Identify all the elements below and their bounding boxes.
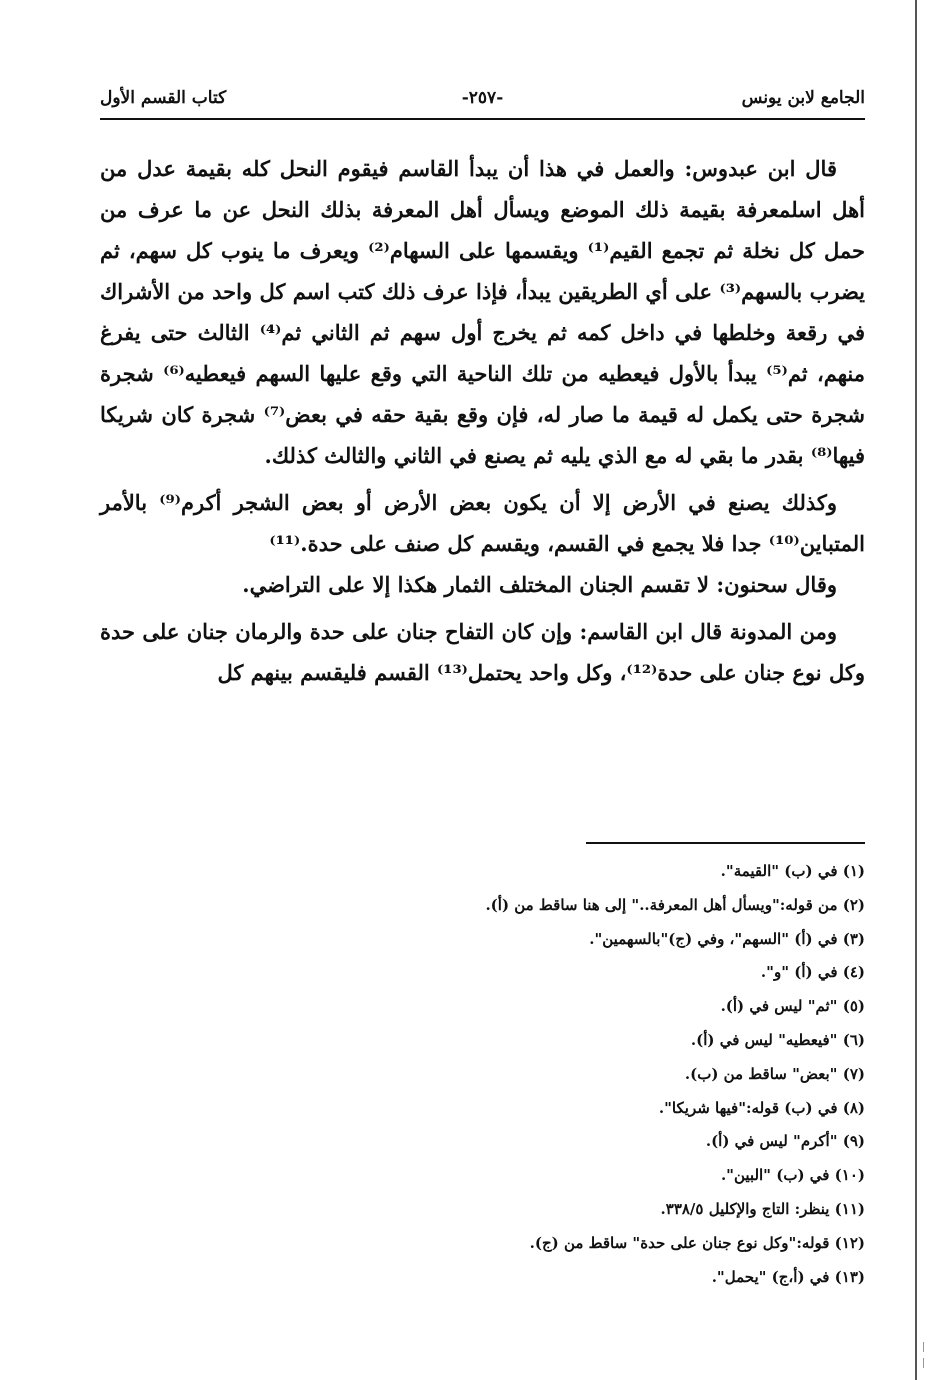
footnote: (٢) من قوله:"ويسأل أهل المعرفة.." إلى هنا ساقط من (أ). — [485, 895, 865, 914]
footnote: (٤) في (أ) "و". — [760, 963, 865, 982]
footnote: (٩) "أكرم" ليس في (أ). — [705, 1132, 865, 1151]
main-text — [100, 148, 865, 693]
page-number: -٢٥٧- — [461, 88, 504, 108]
page-edge-line — [915, 0, 917, 1380]
footnote: (١) في (ب) "القيمة". — [720, 862, 865, 880]
footnote-separator — [586, 842, 865, 844]
page-edge-mark — [923, 1342, 924, 1352]
section-title: كتاب القسم الأول — [100, 88, 227, 108]
paragraph: وكذلك يصنع في الأرض إلا أن يكون بعض الأرض أو بعض الشجر أكرم⁽⁹⁾ بالأمر المتباين⁽¹⁰⁾ جدا فلا يجمع في القسم، ويقسم كل صنف على حدة.⁽¹¹⁾ — [100, 490, 865, 556]
book-title: الجامع لابن يونس — [741, 88, 865, 108]
running-header — [100, 88, 865, 114]
header-rule — [100, 118, 865, 120]
footnote: (١٣) في (أ،ج) "يحمل". — [711, 1267, 865, 1286]
paragraph: ومن المدونة قال ابن القاسم: وإن كان التفاح جنان على حدة والرمان جنان على حدة وكل نوع جنان على حدة⁽¹²⁾، وكل واحد يحتمل⁽¹³⁾ القسم فليقسم بينهم كل — [100, 619, 865, 685]
footnote: (١٢) قوله:"وكل نوع جنان على حدة" ساقط من (ج). — [529, 1233, 865, 1252]
footnote: (١٠) في (ب) "البين". — [720, 1166, 865, 1185]
footnote: (٦) "فيعطيه" ليس في (أ). — [690, 1030, 865, 1049]
footnote: (٧) "بعض" ساقط من (ب). — [684, 1064, 865, 1083]
page-edge-mark — [923, 1358, 924, 1368]
footnotes — [300, 855, 865, 1294]
footnote: (٨) في (ب) قوله:"فيها شريكا". — [658, 1098, 865, 1117]
footnote: (٣) في (أ) "السهم"، وفي (ج)"بالسهمين". — [589, 929, 865, 948]
paragraph: وقال سحنون: لا تقسم الجنان المختلف الثمار هكذا إلا على التراضي. — [242, 572, 837, 597]
footnote: (٥) "ثم" ليس في (أ). — [720, 997, 865, 1016]
footnote: (١١) ينظر: التاج والإكليل ٣٣٨/٥. — [660, 1199, 865, 1218]
paragraph: قال ابن عبدوس: والعمل في هذا أن يبدأ القاسم فيقوم النحل كله بقيمة عدل من أهل اسلمعرفة بقيمة ذلك الموضع ويسأل أهل المعرفة بذلك النحل عن ما عرف من حمل كل نخلة ثم تجمع القيم⁽¹⁾ ويقسمها على السهام⁽²⁾ ويعرف ما ينوب كل سهم، ثم يضرب بالسهم⁽³⁾ على أي الطريقين يبدأ، فإذا عرف ذلك كتب اسم كل واحد من الأشراك في رقعة وخلطها في داخل كمه ثم يخرج أول سهم ثم الثاني ثم⁽⁴⁾ الثالث حتى يفرغ منهم، ثم⁽⁵⁾ يبدأ بالأول فيعطيه من تلك الناحية التي وقع عليها السهم فيعطيه⁽⁶⁾ شجرة شجرة حتى يكمل له قيمة ما صار له، فإن وقع بقية حقه في بعض⁽⁷⁾ شجرة كان شريكا فيها⁽⁸⁾ بقدر ما بقي له مع الذي يليه ثم يصنع في الثاني والثالث كذلك. — [100, 156, 866, 468]
